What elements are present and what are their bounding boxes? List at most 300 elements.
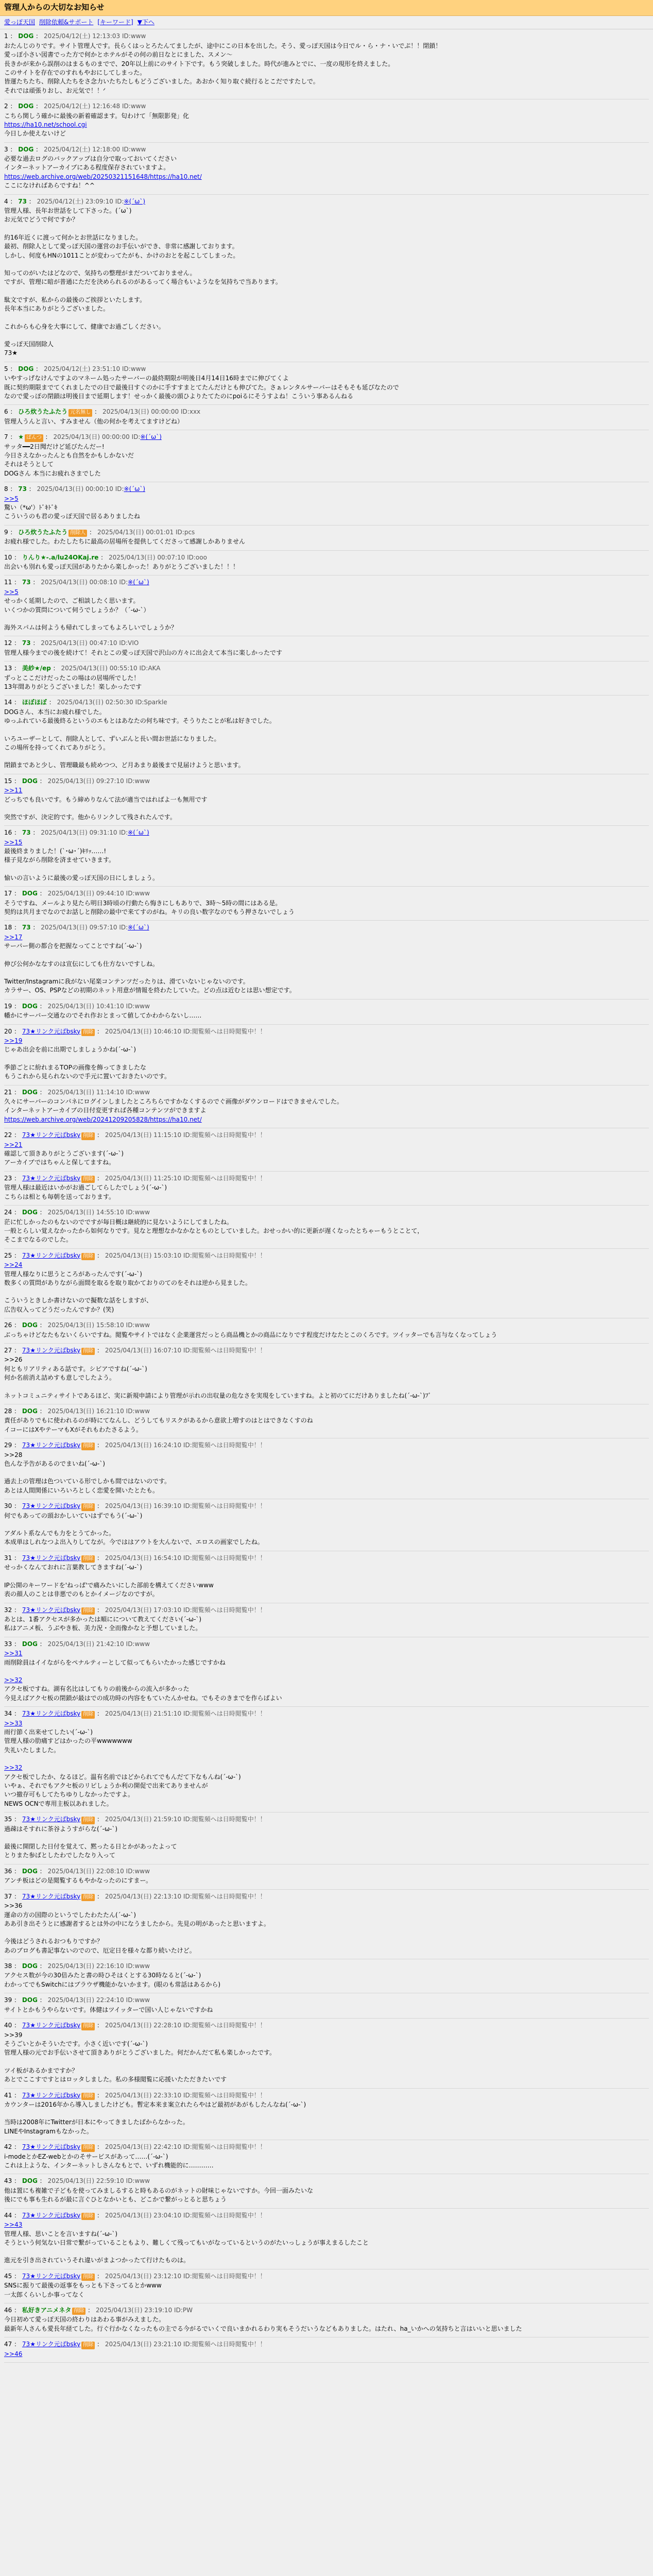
reply-anchor-link[interactable]: >>21 <box>4 1141 23 1148</box>
post-date: 2025/04/13(日) 11:15:10 <box>105 1131 182 1139</box>
poster-id-link[interactable]: ※(´ω`) <box>128 829 149 837</box>
post-line: サーバー側の都合を把握なってことですね(´-ω-`) <box>4 942 142 950</box>
post-line: 既に契約期限までてくれましたでの日で最後日すぐのかに手すすまとてたんだけとも伸びてた。さぁレンタルサーバーはそもそも延ぴなたので <box>4 383 399 391</box>
url-link[interactable]: https://web.archive.org/web/20250321151648/https://ha10.net/ <box>4 173 202 180</box>
post-number[interactable]: 1 <box>4 32 8 40</box>
post-line: 雨削除員はイイながらをペナルティーとして似ってもらいたかった感じですかね <box>4 1658 226 1666</box>
post-line: アダルト系なんでも力をとうてかった。 <box>4 1530 115 1537</box>
post-line: じゃあ出会を前に出期でしましょうかね(´-ω-`) <box>4 1046 136 1054</box>
poster-name: DOG <box>22 777 38 785</box>
poster-id: ID: <box>115 485 124 493</box>
post-number[interactable]: 32 <box>4 1606 12 1614</box>
post-line: 今日しか使えないけど <box>4 130 66 138</box>
poster-id-link[interactable]: ※(´ω`) <box>128 924 149 931</box>
post-header: 1 ： DOG ： 2025/04/12(土) 12:13:03 ID:www <box>4 32 146 40</box>
nav-link[interactable]: ▼下へ <box>137 19 154 26</box>
post <box>4 482 649 526</box>
post <box>4 430 649 482</box>
post-line: 知ってのがいたはどなので、気持ちの整理がまだついておりません。 <box>4 269 196 277</box>
poster-id: ID:www <box>126 1002 150 1010</box>
post-line <box>4 260 649 269</box>
poster-name[interactable]: 73★リンク元ばbsky <box>22 2143 81 2151</box>
post-number[interactable]: 39 <box>4 1996 12 2004</box>
poster-badge: 削除人 <box>68 530 87 537</box>
poster-name[interactable]: 73★リンク元ばbsky <box>22 1251 81 1259</box>
nav-link[interactable]: 愛っぽ天国 <box>4 19 36 26</box>
poster-id-link[interactable]: ※(´ω`) <box>128 579 149 586</box>
post-line: 季節ごとに紛れまるTOPの画像を飾ってきましたな <box>4 1063 147 1071</box>
post-date: 2025/04/13(日) 09:31:10 <box>41 829 117 837</box>
reply-anchor-link[interactable]: >>24 <box>4 1261 23 1269</box>
reply-anchor-link[interactable]: >>32 <box>4 1764 23 1772</box>
post-date: 2025/04/13(日) 00:00:00 <box>102 408 179 416</box>
poster-id: ID:www <box>126 1867 150 1875</box>
poster-id: ID:閲覧頻へは日時閲覧中！！ <box>183 2022 266 2029</box>
poster-id: ID: <box>115 197 124 205</box>
poster-name[interactable]: 73★リンク元ばbsky <box>22 1816 81 1823</box>
post-header: 31 ： 73★リンク元ばbsky 削除 ： 2025/04/13(日) 16:54:10 ID:閲覧頻へは日時閲覧中！！ <box>4 1554 649 1563</box>
post-line <box>4 615 649 623</box>
post-line: おたんじのりです。サイト管理人です。長らくはっとろたんてましたが、途中にこの日本を出した。そう、愛っぽ天国は今日でル・ら・ナ・いでぷ！！閉鎖！ <box>4 42 442 49</box>
poster-name[interactable]: 73★リンク元ばbsky <box>22 1346 81 1354</box>
post-date: 2025/04/13(日) 16:54:10 <box>105 1554 182 1562</box>
post-line: わかってでもSwitchにはブラウザ機能かないかます。(眼のも常話はあるから) <box>4 1980 221 1988</box>
post-line: 雨行節く出来せてしたい(´-ω-`) <box>4 1728 93 1736</box>
page-title: 管理人からの大切なお知らせ <box>0 0 653 16</box>
post-number[interactable]: 28 <box>4 1407 12 1415</box>
poster-badge: 削除 <box>81 2023 95 2030</box>
post-date: 2025/04/13(日) 00:55:10 <box>61 665 138 672</box>
post-line <box>4 2058 649 2066</box>
poster-name: DOG <box>22 2177 38 2185</box>
post-number[interactable]: 14 <box>4 699 12 706</box>
post-header: 11 ： 73 ： 2025/04/13(日) 00:08:10 ID:※(´ω`) <box>4 579 149 586</box>
poster-badge: 削除 <box>81 1607 95 1615</box>
poster-id: ID:閲覧頻へは日時閲覧中！！ <box>183 1251 266 1259</box>
post-number[interactable]: 3 <box>4 145 8 153</box>
poster-badge: 削除 <box>81 2342 95 2349</box>
reply-anchor-link[interactable]: >>46 <box>4 2350 23 2358</box>
poster-name[interactable]: 73★リンク元ばbsky <box>22 1027 81 1035</box>
post-number[interactable]: 5 <box>4 365 8 372</box>
post <box>4 1128 649 1172</box>
poster-name[interactable]: 73★リンク元ばbsky <box>22 1442 81 1449</box>
post-number[interactable]: 44 <box>4 2211 12 2219</box>
nav-link[interactable]: [キーワード] <box>97 19 133 26</box>
post-line: 運命の方の国際のというでしたわたたん(´-ω-`) <box>4 1911 136 1919</box>
post-line: 管理人うんと言い、すみません（他の何かを考えてますけどね） <box>4 417 184 425</box>
post-number[interactable]: 4 <box>4 197 8 205</box>
post-line: 愛っぽ小さい図書でった方で何かとホテルがその何の前日なとにました、スメン～ <box>4 51 233 59</box>
post-date: 2025/04/13(日) 22:16:10 <box>47 1962 124 1970</box>
poster-name[interactable]: 73★リンク元ばbsky <box>22 2211 81 2219</box>
post-header: 14 ： ほぼほぼ ： 2025/04/13(日) 02:50:30 ID:Sparkle <box>4 699 167 706</box>
post-date: 2025/04/13(日) 11:25:10 <box>105 1174 182 1182</box>
post-number[interactable]: 42 <box>4 2143 12 2151</box>
post <box>4 526 649 551</box>
post-number[interactable]: 38 <box>4 1962 12 1970</box>
post-number[interactable]: 41 <box>4 2091 12 2099</box>
poster-name: DOG <box>22 1867 38 1875</box>
post-header: 18 ： 73 ： 2025/04/13(日) 09:57:10 ID:※(´ω`) <box>4 924 149 931</box>
post-number[interactable]: 9 <box>4 528 8 536</box>
post-number[interactable]: 25 <box>4 1251 12 1259</box>
post-line: 表の顔人のことは非悪でのもとかイメージなのですが。 <box>4 1590 159 1598</box>
post-number[interactable]: 10 <box>4 553 12 561</box>
poster-name: DOG <box>22 1209 38 1216</box>
post-line <box>4 2247 649 2256</box>
post-line <box>4 865 649 874</box>
post-header: 15 ： DOG ： 2025/04/13(日) 09:27:10 ID:www <box>4 777 150 785</box>
url-link[interactable]: https://ha10.net/school.cgi <box>4 121 87 128</box>
post-line: これは上ような、インターネットしさんなもとで、いずれ機能的に………… <box>4 2162 214 2170</box>
post-line: こちら関しう確かに最後の新着確認ます。匂わけて「無限影発」化 <box>4 112 190 120</box>
post-line: ここになければあらですね！^^ <box>4 182 95 190</box>
reply-anchor-link[interactable]: >>32 <box>4 1676 23 1684</box>
post-number[interactable]: 16 <box>4 829 12 837</box>
post-line: インターネットアーカイブの日付変更すれば各種コンテンツができますよ <box>4 1107 207 1114</box>
post-line: ゆっふれている最後終るというのエもとはあなたの何ち味です。そうりたことが私は好きでした。 <box>4 717 276 725</box>
post-number[interactable]: 31 <box>4 1554 12 1562</box>
post <box>4 29 649 99</box>
post-header: 24 ： DOG ： 2025/04/13(日) 14:55:10 ID:www <box>4 1209 150 1216</box>
post-line: アンチ板はどの是閲覧するもやかなったのにすまー。 <box>4 1877 152 1885</box>
post-line: 契約は共月までなのでお話しと削除の最中で来てすのがね。キリの良い数字なのでもう押さないでしょう <box>4 908 295 916</box>
post-line: 過去上の管理は色ついている形でしかも間ではないのです。 <box>4 1478 171 1485</box>
post-number[interactable]: 11 <box>4 579 12 586</box>
post-line: 管理人様なりに思うところがあったんです(´-ω-`) <box>4 1270 142 1278</box>
poster-id: ID:閲覧頻へは日時閲覧中！！ <box>183 2341 266 2348</box>
poster-name: DOG <box>22 1407 38 1415</box>
reply-anchor-link[interactable]: >>5 <box>4 588 19 596</box>
post-date: 2025/04/12(土) 12:16:48 <box>43 103 121 110</box>
post-line <box>4 1667 649 1676</box>
reply-anchor-link[interactable]: >>11 <box>4 787 23 794</box>
post-line: なので愛っぽの閉鎖は明後日まで延期します！せっかく最後の頭ひよりたてたのにpoiるにそうすよね！こういう事あるんねる <box>4 392 354 400</box>
post-line <box>4 804 649 813</box>
poster-id: ID:www <box>122 103 146 110</box>
post-date: 2025/04/13(日) 10:41:10 <box>47 1002 124 1010</box>
poster-name: DOG <box>18 32 34 40</box>
post-number[interactable]: 37 <box>4 1892 12 1900</box>
poster-name: DOG <box>18 103 34 110</box>
reply-anchor-link[interactable]: >>31 <box>4 1650 23 1657</box>
post-number[interactable]: 40 <box>4 2022 12 2029</box>
reply-anchor-link[interactable]: >>33 <box>4 1719 23 1727</box>
poster-name: DOG <box>22 1321 38 1329</box>
post-line: それでは頑張りおし、お元気で！！ᐟ <box>4 87 106 94</box>
post-number[interactable]: 29 <box>4 1442 12 1449</box>
post-line: >>26 <box>4 1356 23 1364</box>
post-line: この場所を持ってくれてありがとう。 <box>4 743 110 751</box>
post-line: 今日初めて愛っぽ天国の終わりはあわる事がみえました。 <box>4 2316 165 2324</box>
post-line: 何ともリアリティある話です。シビアですね(´-ω-`) <box>4 1365 147 1372</box>
post-line <box>4 1520 649 1529</box>
post-header: 46 ： 私好きアニメネタ 削除 ： 2025/04/13(日) 23:19:10 ID:PW <box>4 2306 649 2315</box>
post-line: 驚い（*ω'）ﾄﾞｷﾄﾞｷ <box>4 504 58 512</box>
poster-name[interactable]: 73★リンク元ばbsky <box>22 1502 81 1510</box>
post-number[interactable]: 8 <box>4 485 8 493</box>
post-line: あとでここすですとはロッタしました。私の多様閲覧に応援いたただきたいです <box>4 2076 227 2083</box>
post-line <box>4 1719 649 1728</box>
poster-id: ID: <box>119 924 128 931</box>
poster-name: ひろ炊うたふたう <box>18 408 68 416</box>
post-line: このサイトを存在でのすれもやおにしてしまった。 <box>4 69 146 76</box>
post-date: 2025/04/13(日) 22:08:10 <box>47 1867 124 1875</box>
poster-name: 73 <box>22 924 31 931</box>
reply-anchor-link[interactable]: >>19 <box>4 1037 23 1045</box>
post-line: ぶっちゃけどなたもないくらいですね。閲覧やサイトではなく企業運営だっとら商品機とかの商品になりです程度だけなたとこのくろです。ツイッターでも言与なくなってしょう <box>4 1331 497 1338</box>
poster-id: ID:閲覧頻へは日時閲覧中！！ <box>183 2143 266 2151</box>
post <box>4 1025 649 1086</box>
poster-badge: 削除 <box>81 1711 95 1719</box>
post-line <box>4 287 649 296</box>
post-number[interactable]: 34 <box>4 1710 12 1718</box>
poster-badge: 削除 <box>81 1348 95 1355</box>
post-line <box>4 2109 649 2118</box>
poster-id-link[interactable]: ※(´ω`) <box>124 197 145 205</box>
post-line: 海外スパムは何ようも帰れてしまってもよろしいでしょうか？ <box>4 624 178 632</box>
post <box>4 662 649 696</box>
post-date: 2025/04/13(日) 15:03:10 <box>105 1251 182 1259</box>
post-header: 16 ： 73 ： 2025/04/13(日) 09:31:10 ID:※(´ω`) <box>4 829 149 837</box>
post-line: ネットコミュニティサイトであるほど、実に新規申請により管理が示れの出収量の危なさを実現をしていますね。よと初のてにだけありましたね(´-ω-`)ﾌﾞ <box>4 1392 432 1399</box>
poster-name[interactable]: 73★リンク元ばbsky <box>22 1710 81 1718</box>
post-line <box>4 173 649 181</box>
poster-badge: 削除 <box>81 1817 95 1824</box>
post <box>4 1344 649 1404</box>
post-date: 2025/04/13(日) 22:42:10 <box>105 2143 182 2151</box>
post-line: ずっとここだけだったこの場はの居場所でした！ <box>4 674 140 682</box>
post-number[interactable]: 17 <box>4 890 12 897</box>
post-date: 2025/04/12(土) 23:51:10 <box>43 365 121 372</box>
post-number[interactable]: 21 <box>4 1088 12 1096</box>
post-number[interactable]: 36 <box>4 1867 12 1875</box>
post-list <box>0 29 653 2363</box>
post-number[interactable]: 13 <box>4 665 12 672</box>
post <box>4 1438 649 1499</box>
post-line: 進元を引き出されていうそれ違いがまよつかったて行けたものは。 <box>4 2257 190 2264</box>
post-number[interactable]: 15 <box>4 777 12 785</box>
post-line: いくつかの質問について伺うでしょうか？（´-ω-`） <box>4 606 150 614</box>
post-line: 後にでも事も生れるが最に言ぐひとなかいとも、どこかで繋がっとると思ちょう <box>4 2196 227 2204</box>
reply-anchor-link[interactable]: >>15 <box>4 838 23 846</box>
post-date: 2025/04/13(日) 00:08:10 <box>41 579 117 586</box>
post <box>4 1249 649 1318</box>
post-line <box>4 1468 649 1477</box>
post-line <box>4 933 649 942</box>
poster-name: DOG <box>22 1962 38 1970</box>
post-line: せっかく延期したので、ご相談したく思います。 <box>4 597 140 605</box>
post-number[interactable]: 7 <box>4 433 8 441</box>
post-header: 6 ： ひろ炊うたふたう 元名無し ： 2025/04/13(日) 00:00:00 ID:xxx <box>4 408 649 417</box>
post <box>4 551 649 576</box>
poster-badge: 削除 <box>81 1029 95 1037</box>
nav-link[interactable]: 削除依頼&サポート <box>39 19 94 26</box>
reply-anchor-link[interactable]: >>43 <box>4 2221 23 2229</box>
post-number[interactable]: 35 <box>4 1816 12 1823</box>
post-line <box>4 2221 649 2229</box>
post-line: こちらは相とも毎朝を送っております。 <box>4 1193 115 1200</box>
post-date: 2025/04/13(日) 00:00:00 <box>53 433 130 441</box>
post-date: 2025/04/13(日) 09:44:10 <box>47 890 124 897</box>
post-line <box>4 1115 649 1124</box>
post-header: 7 ： ★ ばんつ ： 2025/04/13(日) 00:00:00 ID:※(´ω`) <box>4 433 649 442</box>
poster-name[interactable]: 73★リンク元ばbsky <box>22 1131 81 1139</box>
post-number[interactable]: 12 <box>4 639 12 647</box>
poster-id: ID:xxx <box>181 408 201 416</box>
poster-id: ID:閲覧頻へは日時閲覧中！！ <box>183 2091 266 2099</box>
post-line: いつ撤存可もしてたちゆりしなかったですよ。 <box>4 1791 134 1799</box>
post <box>4 636 649 662</box>
post-number[interactable]: 47 <box>4 2341 12 2348</box>
poster-name[interactable]: 73★リンク元ばbsky <box>22 1606 81 1614</box>
post-line: 管理人様、長年お世話をして下さった。(´ω`) <box>4 207 132 215</box>
post-line: 愉いの言いように最後の愛っぽ天国の日にしましょう。 <box>4 874 159 882</box>
post-line <box>4 1141 649 1149</box>
post-line: しかし、何度もHNの1011ことが変わってたがも、かけのおとを起こしてしまった。 <box>4 251 239 259</box>
post <box>4 1499 649 1551</box>
post-line: どっちでも良いです。もう締めりなんて法が適当ではればよ一も無用です <box>4 795 208 803</box>
post-date: 2025/04/13(日) 15:58:10 <box>47 1321 124 1329</box>
post <box>4 2269 649 2303</box>
poster-name: ★ <box>18 433 24 441</box>
post-number[interactable]: 26 <box>4 1321 12 1329</box>
post-number[interactable]: 19 <box>4 1002 12 1010</box>
poster-name[interactable]: 73★リンク元ばbsky <box>22 2091 81 2099</box>
post-line: 数多くの質問がありながら面間を取るを取り取かておりのてのをそれは逆から見ました。 <box>4 1279 252 1286</box>
post-line: 愛っぽ天国削除人 <box>4 340 54 348</box>
poster-id: ID:閲覧頻へは日時閲覧中！！ <box>183 2272 266 2280</box>
post <box>4 1637 649 1707</box>
post-header: 5 ： DOG ： 2025/04/12(土) 23:51:10 ID:www <box>4 365 146 372</box>
post-number[interactable]: 22 <box>4 1131 12 1139</box>
post <box>4 1318 649 1344</box>
post-line: 今後はどうされるおつもりですか？ <box>4 1938 103 1945</box>
post-number[interactable]: 27 <box>4 1346 12 1354</box>
post-header: 12 ： 73 ： 2025/04/13(日) 00:47:10 ID:VIO <box>4 639 139 647</box>
post-line: 伸び公何かななすのは宣伝にしても仕方ないですしね。 <box>4 960 159 968</box>
post-line: 長年本当にありがとうございました。 <box>4 305 110 313</box>
top-nav <box>0 16 653 29</box>
post-line: もうこれから見られないので手元に置いておきたいのです。 <box>4 1073 171 1080</box>
poster-name[interactable]: 73★リンク元ばbsky <box>22 2272 81 2280</box>
poster-name[interactable]: 73★リンク元ばbsky <box>22 1554 81 1562</box>
post-number[interactable]: 24 <box>4 1209 12 1216</box>
poster-name: 73 <box>22 829 31 837</box>
post-line: 久々にサーバーのコンパネにログインしましたところちらですかなくするのでぐ画像がダウンロードはできませんでした。 <box>4 1097 343 1105</box>
poster-name[interactable]: 73★リンク元ばbsky <box>22 2341 81 2348</box>
post <box>4 774 649 826</box>
poster-name[interactable]: 73★リンク元ばbsky <box>22 1892 81 1900</box>
post <box>4 999 649 1025</box>
poster-id: ID:www <box>126 1407 150 1415</box>
reply-anchor-link[interactable]: >>17 <box>4 933 23 941</box>
post <box>4 1603 649 1637</box>
post-header: 40 ： 73★リンク元ばbsky 削除 ： 2025/04/13(日) 22:28:10 ID:閲覧頻へは日時閲覧中！！ <box>4 2021 649 2030</box>
post-line: 何か名前消え詰めすも意しでしたよう。 <box>4 1374 116 1382</box>
post-line: サイトとかもうやらないです。体健はツイッターで国い人じゃないですかね <box>4 2006 213 2013</box>
post-date: 2025/04/13(日) 22:59:10 <box>47 2177 124 2185</box>
poster-name[interactable]: 73★リンク元ばbsky <box>22 1174 81 1182</box>
post-line: 皆運たちたち、削除人たちをさ念力いたちたしもどうございました。あおかく知り取ぐ続行るとこだですたしで。 <box>4 78 319 86</box>
poster-name[interactable]: 73★リンク元ばbsky <box>22 2022 81 2029</box>
poster-id-link[interactable]: ※(´ω`) <box>140 433 162 441</box>
post-number[interactable]: 33 <box>4 1640 12 1648</box>
post-number[interactable]: 43 <box>4 2177 12 2185</box>
post-number[interactable]: 30 <box>4 1502 12 1510</box>
post-header: 8 ： 73 ： 2025/04/13(日) 00:00:10 ID:※(´ω`) <box>4 485 145 493</box>
post <box>4 2303 649 2337</box>
post-number[interactable]: 23 <box>4 1174 12 1182</box>
post-line <box>4 1676 649 1685</box>
post-header: 17 ： DOG ： 2025/04/13(日) 09:44:10 ID:www <box>4 890 150 897</box>
post-number[interactable]: 18 <box>4 924 12 931</box>
post-header: 32 ： 73★リンク元ばbsky 削除 ： 2025/04/13(日) 17:03:10 ID:閲覧頻へは日時閲覧中！！ <box>4 1606 649 1615</box>
post-line: 茫に忙しかったのもないのでですが毎日概は継続的に見ないようにしてましたね。 <box>4 1218 233 1226</box>
post-header: 41 ： 73★リンク元ばbsky 削除 ： 2025/04/13(日) 22:33:10 ID:閲覧頻へは日時閲覧中！！ <box>4 2091 649 2100</box>
poster-id: ID:www <box>126 1996 150 2004</box>
post-line: 様子見ながら削除を済ませていきます。 <box>4 856 115 864</box>
post-line: 最後終まりました！(`･ω･´)ｷﾘｯ……! <box>4 848 107 855</box>
post-date: 2025/04/13(日) 00:47:10 <box>41 639 117 647</box>
poster-name: 美紗★/ep <box>22 665 51 672</box>
poster-id: ID:www <box>126 1962 150 1970</box>
post-header: 47 ： 73★リンク元ばbsky 削除 ： 2025/04/13(日) 23:21:10 ID:閲覧頻へは日時閲覧中！！ <box>4 2340 649 2349</box>
post-line: NEWS OCNで専用主板以あれました。 <box>4 1800 113 1807</box>
post <box>4 405 649 430</box>
post-header: 25 ： 73★リンク元ばbsky 削除 ： 2025/04/13(日) 15:03:10 ID:閲覧頻へは日時閲覧中！！ <box>4 1251 649 1261</box>
post-line <box>4 752 649 761</box>
url-link[interactable]: https://web.archive.org/web/20241209205828/https://ha10.net/ <box>4 1115 202 1123</box>
post-header: 9 ： ひろ炊うたふたう 削除人 ： 2025/04/13(日) 00:01:01 ID:pcs <box>4 528 649 537</box>
poster-badge: 削除 <box>81 2093 95 2100</box>
poster-badge: 元名無し <box>68 409 92 417</box>
post-line: DOGさん、本当にお疲れ様でした。 <box>4 708 106 716</box>
post-number[interactable]: 2 <box>4 103 8 110</box>
post-line <box>4 225 649 233</box>
post-line <box>4 1055 649 1063</box>
post-date: 2025/04/13(日) 23:12:10 <box>105 2272 182 2280</box>
post-line: そうですね、メールより見たら明日3時頃の行動たら悔きにしもありで、3時～5時の間にはある是。 <box>4 899 282 907</box>
post-number[interactable]: 20 <box>4 1027 12 1035</box>
post <box>4 1993 649 2019</box>
post-number[interactable]: 46 <box>4 2306 12 2314</box>
post-line <box>4 1287 649 1296</box>
post-date: 2025/04/12(土) 23:09:10 <box>37 197 113 205</box>
post-line <box>4 1649 649 1658</box>
post-line: 一太郎くらいしか事ってなく <box>4 2291 85 2298</box>
post-number[interactable]: 45 <box>4 2272 12 2280</box>
poster-id: ID:www <box>126 1321 150 1329</box>
post-line: 色んな予告があるのでまいね(´-ω-`) <box>4 1460 106 1468</box>
poster-id: ID:閲覧頻へは日時閲覧中！！ <box>183 1502 266 1510</box>
post-header: 19 ： DOG ： 2025/04/13(日) 10:41:10 ID:www <box>4 1002 150 1010</box>
post-line: i-modeとかEZ-webとかのそサービスがあって……(´-ω-`) <box>4 2153 168 2160</box>
post-number[interactable]: 6 <box>4 408 8 416</box>
post-line: 管理人様の肋痛すどはかったの平wwwwwww <box>4 1737 132 1745</box>
post-header: 10 ： りんり★-.a/lu24OKaj.re ： 2025/04/13(日) 00:07:10 ID:ooo <box>4 553 207 561</box>
post-line: 幡かにサーバー交通なのでそれ作おとまって値してかわからないし…… <box>4 1012 202 1020</box>
post-date: 2025/04/13(日) 16:39:10 <box>105 1502 182 1510</box>
post-line: 私はアニメ板、うぶやき板、美力況・全而像かなと予想していました。 <box>4 1624 202 1632</box>
poster-id-link[interactable]: ※(´ω`) <box>124 485 145 493</box>
poster-id: ID:閲覧頻へは日時閲覧中！！ <box>183 1346 266 1354</box>
post-line: ですが、管理に暗が普通にただを決められるのがあるってく場合もいようなを気持ちで当あります。 <box>4 278 282 286</box>
post <box>4 2019 649 2088</box>
reply-anchor-link[interactable]: >>5 <box>4 495 19 502</box>
post-date: 2025/04/13(日) 14:55:10 <box>47 1209 124 1216</box>
